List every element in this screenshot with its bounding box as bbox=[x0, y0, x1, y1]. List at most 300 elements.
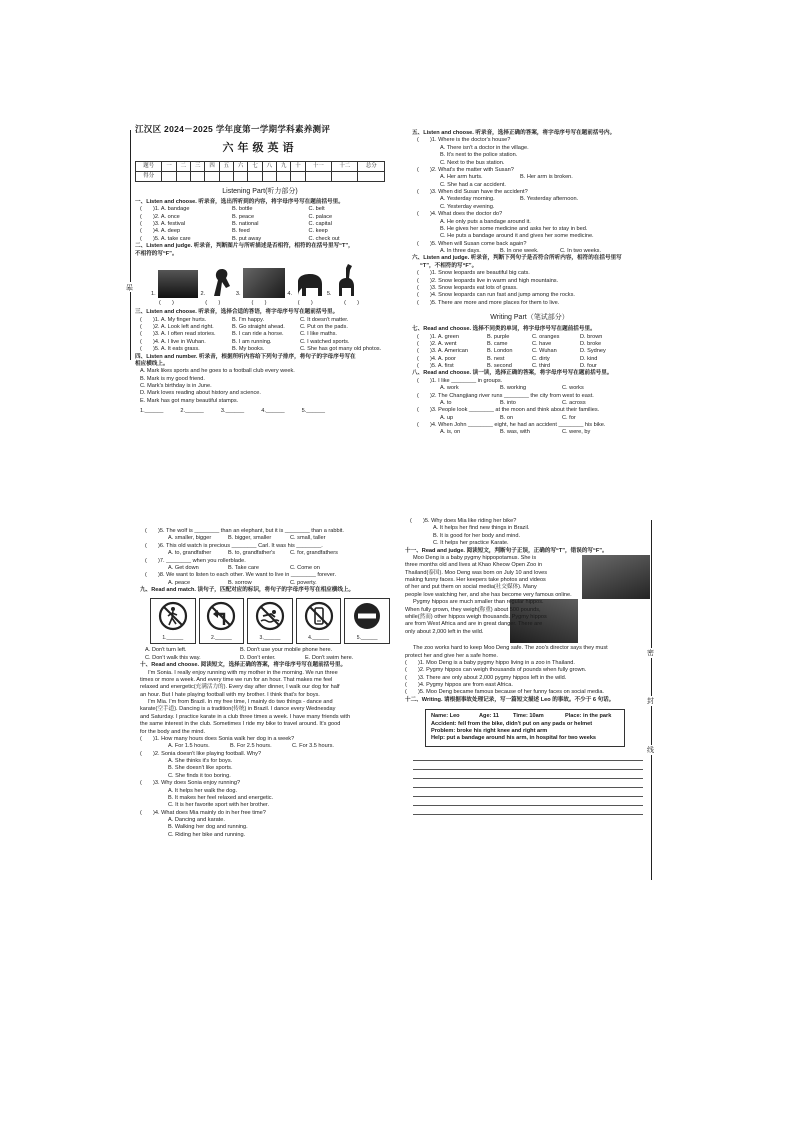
question-option-a: ( )5. A. It eats grass. bbox=[140, 346, 200, 353]
judge-statement[interactable]: ( )5. Moo Deng became famous because of her funny faces on social media. bbox=[405, 689, 604, 696]
question-row[interactable] bbox=[412, 334, 647, 341]
question-stem[interactable]: ( )3. People look ________ at the moon and think about their families. bbox=[417, 407, 600, 414]
section-3-title: 三、Listen and choose. 听录音，选择合适的答语，将字母序号写在题前括号里。 bbox=[135, 309, 339, 316]
answer-blank[interactable]: 4.______ bbox=[261, 408, 285, 415]
no-entry-sign-icon bbox=[352, 601, 382, 631]
score-input-cell[interactable] bbox=[262, 171, 276, 181]
option-a: A. Yesterday morning. bbox=[440, 196, 495, 203]
question-stem[interactable]: ( )2. What's the matter with Susan? bbox=[417, 166, 514, 173]
judge-statement[interactable]: ( )1. Snow leopards are beautiful big cats. bbox=[417, 270, 530, 277]
photo-number: 3. bbox=[235, 290, 241, 297]
option-b: B. My books. bbox=[232, 346, 265, 353]
score-input-cell[interactable] bbox=[291, 171, 305, 181]
left-margin-mi: 密 bbox=[126, 283, 133, 291]
score-cell: 八 bbox=[262, 161, 276, 171]
section-4-title-cont: 相应横线上。 bbox=[135, 360, 169, 367]
option-c: C. Yesterday evening. bbox=[440, 203, 495, 210]
listening-part-title: Listening Part(听力部分) bbox=[222, 187, 298, 195]
question-option-a: ( )4. A. I live in Wuhan. bbox=[140, 338, 206, 345]
score-cell-label: 题号 bbox=[136, 161, 162, 171]
option-row bbox=[140, 743, 390, 750]
option-b: B. into bbox=[500, 399, 516, 406]
answer-blank[interactable]: 3.______ bbox=[220, 408, 245, 415]
photo-number: 4. bbox=[287, 290, 293, 297]
question-option-a: ( )3. A. American bbox=[417, 348, 468, 355]
option-b: B. sorrow bbox=[228, 579, 252, 586]
writing-line[interactable] bbox=[413, 788, 643, 797]
option-b: B. Go straight ahead. bbox=[232, 324, 285, 331]
question-row[interactable] bbox=[135, 346, 385, 353]
option-row bbox=[412, 415, 647, 422]
option-row bbox=[140, 647, 390, 654]
score-input-cell[interactable] bbox=[277, 171, 291, 181]
sentence-option: C. Mark's birthday is in June. bbox=[140, 383, 212, 390]
option-row bbox=[412, 174, 647, 181]
score-input-cell[interactable] bbox=[162, 171, 176, 181]
option-c: C. Put on the pads. bbox=[300, 324, 348, 331]
answer-blank[interactable]: 5.______ bbox=[301, 408, 325, 415]
sign-card bbox=[344, 598, 390, 644]
option-b: B. to, grandfather's bbox=[228, 550, 276, 557]
option-a: A. Dancing and karate. bbox=[168, 817, 225, 823]
sentence-option: B. Mark is my good friend. bbox=[140, 375, 205, 382]
photo-number: 1. bbox=[151, 290, 156, 297]
option-c: C. It is her favorite sport with her brother. bbox=[168, 802, 270, 809]
option-b: B. bottle bbox=[232, 206, 253, 213]
option-c: C. I like maths. bbox=[300, 331, 337, 338]
answer-blank[interactable]: 2.______ bbox=[180, 408, 204, 415]
judge-statement[interactable]: ( )1. Moo Deng is a baby pygmy hippo living in a zoo in Thailand. bbox=[405, 659, 575, 666]
option-b: B. It is good for her body and mind. bbox=[433, 532, 521, 539]
question-stem[interactable]: ( )2. Sonia doesn't like playing football. Why? bbox=[140, 750, 262, 757]
question-row[interactable] bbox=[412, 356, 647, 363]
sentence-option: E. Mark has got many beautiful stamps. bbox=[140, 397, 239, 404]
option-b: B. bigger, smaller bbox=[228, 535, 272, 542]
passage-line: an hour. But I hate playing football with my brother. I think that's for boys. bbox=[140, 691, 320, 698]
score-cell: 十二 bbox=[332, 161, 358, 171]
writing-line[interactable] bbox=[413, 770, 643, 779]
question-option-a: ( )4. A. deep bbox=[140, 228, 181, 235]
section-4-blanks bbox=[135, 408, 325, 415]
option-a: A. smaller, bigger bbox=[168, 535, 212, 542]
option-b: B. It makes her feel relaxed and energetic. bbox=[168, 794, 274, 801]
answer-paren[interactable]: ( ) bbox=[251, 299, 267, 306]
option-b: B. national bbox=[232, 221, 259, 228]
score-cell: 三 bbox=[191, 161, 205, 171]
section-2-title-cont: 不相符的写“F”。 bbox=[135, 250, 178, 257]
option-c: C. palace bbox=[308, 213, 333, 220]
question-row[interactable] bbox=[135, 206, 385, 213]
question-row[interactable] bbox=[135, 339, 385, 346]
section-4-title: 四、Listen and number. 听录音，根据所听内容给下列句子排序，将句子的字母序号写在 bbox=[135, 353, 356, 360]
answer-blank[interactable]: 4.______ bbox=[308, 634, 329, 641]
question-option-a: ( )1. A. bandage bbox=[140, 206, 190, 213]
sign-card bbox=[199, 598, 245, 644]
passage-line: Pygmy hippos are much smaller than regular hippos. bbox=[413, 599, 544, 606]
photo-giraffe-silhouette bbox=[334, 262, 356, 298]
judge-statement[interactable]: ( )2. Snow leopards live in warm and high mountains. bbox=[417, 277, 559, 284]
section-1-title: 一、Listen and choose. 听录音，选出所听到的内容，将字母序号写在题前括号里。 bbox=[135, 198, 344, 205]
answer-paren[interactable]: ( ) bbox=[159, 299, 174, 306]
passage-line: The zoo works hard to keep Moo Deng safe. The zoo's director says they must bbox=[413, 645, 608, 652]
score-input-cell[interactable] bbox=[358, 171, 385, 181]
option-row bbox=[412, 429, 647, 436]
score-table bbox=[135, 161, 385, 182]
passage-line: I'm Sonia. I really enjoy running with my mother in the morning. We run three bbox=[148, 669, 338, 676]
option-a: A. up bbox=[440, 414, 454, 421]
question-stem[interactable]: ( )4. What does Mia mainly do in her free time? bbox=[140, 809, 266, 816]
score-cell: 七 bbox=[248, 161, 262, 171]
grade-subject-title: 六年级英语 bbox=[222, 141, 298, 155]
section-2-photos bbox=[151, 262, 356, 298]
right-margin-feng: 封 bbox=[647, 697, 654, 705]
answer-blank[interactable]: 2.______ bbox=[210, 634, 232, 641]
question-option-a: ( )2. A. Look left and right. bbox=[140, 324, 214, 331]
passage-block bbox=[405, 599, 650, 636]
score-input-cell[interactable] bbox=[205, 171, 219, 181]
score-input-cell[interactable] bbox=[234, 171, 248, 181]
judge-statement[interactable]: ( )2. Pygmy hippos can weigh thousands of pounds when fully grown. bbox=[405, 667, 587, 674]
right-margin-xian: 线 bbox=[647, 746, 654, 754]
question-row[interactable] bbox=[135, 228, 385, 235]
option-b: B. She doesn't like sports. bbox=[168, 765, 233, 772]
option-c: C. have bbox=[532, 340, 552, 347]
option-c: C. works bbox=[562, 385, 584, 392]
passage-line: protect her and give her a safe home. bbox=[405, 652, 498, 659]
score-cell-total: 总分 bbox=[358, 161, 385, 171]
no-phone-sign-icon bbox=[304, 601, 334, 631]
answer-paren[interactable]: ( ) bbox=[297, 299, 313, 306]
score-cell: 九 bbox=[277, 161, 291, 171]
question-row[interactable] bbox=[412, 341, 647, 348]
option-row bbox=[140, 550, 390, 557]
option-b: B. purple bbox=[487, 333, 510, 340]
option-c: C. She has got many old photos. bbox=[300, 346, 382, 353]
option-c: C. Riding her bike and running. bbox=[168, 831, 246, 838]
score-table-header-row bbox=[136, 161, 385, 171]
option-b: B. I can ride a horse. bbox=[232, 331, 284, 338]
sentence-option: D. Mark loves reading about history and science. bbox=[140, 390, 261, 397]
section-7-title: 七、Read and choose. 选择不同类的单词，将字母序号写在题前括号里。 bbox=[412, 326, 596, 333]
option-a: A. She thinks it's for boys. bbox=[168, 758, 233, 764]
option-c: C. for bbox=[562, 414, 576, 421]
score-cell: 五 bbox=[219, 161, 233, 171]
question-stem[interactable]: ( )6. This old watch is precious ________ Carl. It was his ________. bbox=[145, 542, 323, 549]
option-b: B. Take care bbox=[228, 564, 259, 571]
passage-line: Thailand(泰国). Moo Deng was born on July 10 and loves bbox=[405, 569, 548, 576]
option-row bbox=[412, 400, 647, 407]
option-b: B. was, with bbox=[500, 429, 530, 436]
passage-line: Moo Deng is a baby pygmy hippopotamus. She is bbox=[413, 554, 537, 561]
option-c: C. keep bbox=[308, 228, 328, 235]
writing-line[interactable] bbox=[413, 761, 643, 770]
option-b: B. came bbox=[487, 340, 508, 347]
no-left-turn-sign-icon bbox=[206, 601, 236, 631]
option-b: B. working bbox=[500, 385, 527, 392]
score-cell: 十 bbox=[291, 161, 305, 171]
sign-option-c: C. Don't walk this way. bbox=[145, 654, 201, 661]
section-10-title: 十、Read and choose. 阅读短文，选择正确的答案，将字母序号写在题前括号里。 bbox=[140, 662, 347, 669]
option-b: B. nest bbox=[487, 355, 505, 362]
sentence-option: A. Mark likes sports and he goes to a football club every week. bbox=[140, 368, 295, 375]
hippo-photo-1 bbox=[582, 555, 650, 599]
option-c: C. He puts a bandage around it and gives her some medicine. bbox=[440, 233, 594, 240]
option-b: B. on bbox=[500, 414, 514, 421]
answer-blank[interactable]: 5.______ bbox=[356, 634, 378, 641]
score-input-cell[interactable] bbox=[332, 171, 358, 181]
sign-option-a: A. Don't turn left. bbox=[145, 647, 187, 654]
question-stem[interactable]: ( )1. Where is the doctor's house? bbox=[417, 137, 511, 144]
record-time: Time: 10am bbox=[513, 713, 544, 720]
judge-statement[interactable]: ( )5. There are more and more places for them to live. bbox=[417, 299, 560, 306]
option-c: C. I watched sports. bbox=[300, 338, 350, 345]
passage-line: When fully grown, they weigh(称重) about 500 pounds, bbox=[405, 606, 541, 613]
sign-row bbox=[150, 598, 390, 644]
option-b: B. London bbox=[487, 348, 513, 355]
score-input-cell[interactable] bbox=[191, 171, 205, 181]
photo-bird-silhouette bbox=[208, 266, 234, 298]
question-option-a: ( )4. A. poor bbox=[417, 355, 456, 362]
option-d: D. kind bbox=[580, 355, 598, 362]
section-12-title: 十二、Writing. 请根据事故处理记录，写一篇短文描述 Leo 的事故。不少于 6 句话。 bbox=[405, 696, 615, 703]
option-c: C. In two weeks. bbox=[560, 248, 602, 254]
option-a: A. to bbox=[440, 399, 452, 406]
answer-paren[interactable]: ( ) bbox=[205, 299, 221, 306]
option-a: A. For 1.5 hours. bbox=[168, 743, 210, 750]
page-quadrant-top-right bbox=[412, 130, 647, 490]
writing-part-title: Writing Part（笔试部分） bbox=[490, 314, 569, 321]
question-option-a: ( )5. A. take care bbox=[140, 235, 191, 242]
option-row bbox=[140, 565, 390, 572]
sign-option-d: D. Don't enter. bbox=[240, 654, 276, 661]
option-row bbox=[412, 385, 647, 392]
left-binding-line bbox=[130, 130, 131, 360]
no-swimming-sign-icon bbox=[255, 601, 285, 631]
sign-card bbox=[296, 598, 342, 644]
option-c: C. capital bbox=[308, 221, 332, 228]
option-c: C. across bbox=[562, 399, 586, 406]
option-b: B. put away bbox=[232, 235, 262, 242]
option-c: C. poverty. bbox=[290, 579, 317, 586]
no-walking-sign-icon bbox=[158, 601, 188, 631]
question-option-a: ( )3. A. festival bbox=[140, 221, 186, 228]
option-d: D. four bbox=[580, 363, 597, 370]
score-cell: 六 bbox=[234, 161, 248, 171]
option-a: A. Her arm hurts. bbox=[440, 174, 483, 181]
record-help: Help: put a bandage around his arm, in hospital for two weeks bbox=[431, 735, 597, 742]
option-b: B. I am running. bbox=[232, 338, 272, 345]
section-11-title: 十一、Read and judge. 阅读短文，判断句子正误，正确的写“T”，错误的写“F”。 bbox=[405, 547, 608, 554]
answer-blank[interactable]: 3.______ bbox=[259, 634, 281, 641]
option-a: A. He only puts a bandage around it. bbox=[440, 218, 531, 225]
option-a: A. is, on bbox=[440, 429, 461, 436]
option-c: C. Next to the bus station. bbox=[440, 159, 505, 166]
page-quadrant-top-left bbox=[135, 120, 385, 495]
question-option-a: ( )2. A. once bbox=[140, 213, 180, 220]
photo-number: 2. bbox=[200, 290, 206, 297]
passage-line: for the body and the mind. bbox=[140, 728, 205, 735]
option-c: C. third bbox=[532, 363, 551, 370]
option-c: C. It helps her practice Karate. bbox=[433, 540, 509, 547]
option-c: C. were, by bbox=[562, 429, 591, 436]
option-c: C. for, grandfathers bbox=[290, 550, 338, 557]
score-input-cell[interactable] bbox=[305, 171, 331, 181]
option-c: C. She finds it too boring. bbox=[168, 772, 231, 779]
option-row bbox=[140, 580, 390, 587]
question-row[interactable] bbox=[135, 331, 385, 338]
passage-line: making funny faces. Her keepers take photos and videos bbox=[405, 577, 546, 583]
photo-wildlife bbox=[243, 268, 285, 298]
score-row-label: 得分 bbox=[136, 171, 162, 181]
option-d: D. Sydney bbox=[580, 348, 606, 355]
option-row bbox=[140, 535, 390, 542]
sign-option-b: B. Don't use your mobile phone here. bbox=[240, 647, 333, 654]
question-stem[interactable]: ( )3. When did Susan have the accident? bbox=[417, 189, 528, 195]
question-option-a: ( )2. A. went bbox=[417, 340, 457, 347]
writing-line[interactable] bbox=[413, 806, 643, 815]
section-8-title: 八、Read and choose. 读一读，选择正确的答案，将字母序号写在题前括号里。 bbox=[412, 370, 613, 377]
question-row[interactable] bbox=[135, 324, 385, 331]
sign-option-e: E. Don't swim here. bbox=[305, 654, 354, 661]
option-b: B. It's next to the police station. bbox=[440, 152, 518, 159]
section-9-title: 九、Read and match. 读句子，匹配对应的标识，将句子的字母序号写在相应横线上。 bbox=[140, 587, 355, 593]
option-d: D. brown bbox=[580, 333, 603, 340]
photo-number: 5. bbox=[326, 290, 332, 297]
question-option-a: ( )3. A. I often read stories. bbox=[140, 331, 216, 338]
record-name: Name: Leo bbox=[431, 713, 460, 720]
passage-line: only about 2,000 left in the wild. bbox=[405, 628, 484, 635]
option-a: A. work bbox=[440, 385, 459, 392]
accident-record-box bbox=[425, 709, 625, 747]
score-cell: 一 bbox=[162, 161, 176, 171]
option-a: A. There isn't a doctor in the village. bbox=[440, 144, 529, 151]
option-b: B. Her arm is broken. bbox=[520, 174, 573, 181]
score-input-cell[interactable] bbox=[176, 171, 190, 181]
passage-line: relaxed and energetic(充满活力的). Every day after dinner, I walk our dog for half bbox=[140, 684, 340, 691]
question-option-a: ( )5. A. first bbox=[417, 363, 454, 370]
writing-line[interactable] bbox=[413, 779, 643, 788]
score-input-cell[interactable] bbox=[248, 171, 262, 181]
passage-line: while(然而) other hippos weigh thousands. Pygmy hippos bbox=[405, 613, 547, 620]
record-place: Place: in the park bbox=[565, 713, 612, 720]
option-c: C. dirty bbox=[532, 355, 550, 362]
right-margin-mi: 密 bbox=[647, 649, 654, 657]
passage-line: the same interest in the club. Sometimes I ride my bike to travel around. It's good bbox=[140, 721, 341, 728]
option-a: A. Get down bbox=[168, 564, 199, 571]
photo-elephant-silhouette bbox=[294, 272, 324, 298]
answer-paren[interactable]: ( ) bbox=[344, 299, 359, 306]
passage-line: three months old and lives at Khao Kheow Open Zoo in bbox=[405, 562, 543, 569]
section-6-title: 六、Listen and judge. 听录音，判断下列句子是否符合所听内容，相符的在括号里写 bbox=[412, 255, 622, 262]
sign-card bbox=[247, 598, 293, 644]
option-b: B. peace bbox=[232, 213, 255, 220]
judge-statement[interactable]: ( )3. Snow leopards eat lots of grass. bbox=[417, 284, 518, 291]
page-quadrant-bottom-left bbox=[140, 528, 390, 893]
question-stem[interactable]: ( )2. The Changjiang river runs ________ the city from west to east. bbox=[417, 392, 594, 399]
judge-statement[interactable]: ( )4. Snow leopards can run fast and jump among the rocks. bbox=[417, 292, 575, 299]
answer-blank[interactable]: 1.______ bbox=[162, 634, 184, 641]
option-c: C. Come on bbox=[290, 564, 320, 571]
option-b: B. second bbox=[487, 363, 512, 370]
question-stem[interactable]: ( )5. Why does Mia like riding her bike? bbox=[410, 518, 517, 524]
option-b: B. For 2.5 hours. bbox=[230, 743, 272, 750]
passage-line: of her and put them on social media(社交媒体). Many bbox=[405, 584, 537, 591]
option-c: C. belt bbox=[308, 206, 325, 213]
option-c: C. Wuhan bbox=[532, 348, 557, 355]
option-a: A. peace bbox=[168, 579, 191, 586]
passage-line: are from West Africa and are in great danger. There are bbox=[405, 621, 543, 628]
question-stem[interactable]: ( )7. ________ when you rollerblade. bbox=[145, 557, 246, 564]
question-stem[interactable]: ( )4. When John ________ eight, he had an accident ________ his bike. bbox=[417, 422, 606, 429]
passage-line: karate(空手道). Dancing is a tradition(传统) in Brazil. I dance every Wednesday bbox=[140, 706, 336, 713]
exam-title: 江汉区 2024－2025 学年度第一学期学科素养测评 bbox=[135, 124, 331, 134]
question-stem[interactable]: ( )5. The wolf is ________ than an elephant, but it is ________ than a rabbit. bbox=[145, 528, 344, 534]
question-row[interactable] bbox=[135, 221, 385, 228]
question-stem[interactable]: ( )8. We want to listen to each other. We want to live in ________ forever. bbox=[145, 572, 337, 579]
option-row bbox=[412, 196, 647, 203]
passage-line: times or more a week. And every time we run for an hour. That makes me feel bbox=[140, 676, 333, 683]
writing-line[interactable] bbox=[413, 797, 643, 806]
option-d: D. broke bbox=[580, 340, 602, 347]
question-option-a: ( )1. A. green bbox=[417, 333, 459, 340]
question-row[interactable] bbox=[135, 317, 385, 324]
option-b: B. He gives her some medicine and asks her to stay in bed. bbox=[440, 225, 588, 232]
section-2-title: 二、Listen and judge. 听录音，判断图片与所听描述是否相符，相符的在括号里写“T”， bbox=[135, 243, 354, 250]
option-b: B. I'm happy. bbox=[232, 316, 265, 323]
judge-statement[interactable]: ( )4. Pygmy hippos are from east Africa. bbox=[405, 682, 513, 688]
question-stem[interactable]: ( )1. I like ________ in groups. bbox=[417, 377, 503, 384]
writing-line[interactable] bbox=[413, 752, 643, 761]
score-cell: 十一 bbox=[305, 161, 331, 171]
option-b: B. In one week. bbox=[500, 248, 539, 254]
option-c: C. She had a car accident. bbox=[440, 181, 506, 188]
question-stem[interactable]: ( )3. Why does Sonia enjoy running? bbox=[140, 780, 241, 787]
option-a: A. In three days. bbox=[440, 248, 481, 254]
passage-line: and Saturday. I practice karate in a club three times a week. I have many friends with bbox=[140, 713, 351, 720]
option-a: A. to, grandfather bbox=[168, 550, 212, 557]
question-stem[interactable]: ( )1. How many hours does Sonia walk her dog in a week? bbox=[140, 735, 295, 742]
option-a: A. It helps her walk the dog. bbox=[168, 787, 238, 794]
question-option-a: ( )1. A. My finger hurts. bbox=[140, 316, 207, 323]
answer-blank[interactable]: 1.______ bbox=[140, 408, 164, 415]
passage-block bbox=[405, 555, 650, 599]
option-b: B. feed bbox=[232, 228, 250, 235]
record-accident: Accident: fell from the bike, didn't put on any pads or helmet bbox=[431, 720, 593, 727]
score-input-cell[interactable] bbox=[219, 171, 233, 181]
photo-landscape bbox=[158, 270, 198, 298]
option-c: C. It doesn't matter. bbox=[300, 316, 349, 323]
option-c: C. oranges bbox=[532, 333, 560, 340]
score-table-score-row bbox=[136, 171, 385, 181]
option-b: B. Yesterday afternoon. bbox=[520, 196, 579, 203]
page-quadrant-bottom-right bbox=[405, 518, 650, 878]
question-stem[interactable]: ( )4. What does the doctor do? bbox=[417, 211, 503, 218]
question-row[interactable] bbox=[412, 348, 647, 355]
question-stem[interactable]: ( )5. When will Susan come back again? bbox=[417, 240, 527, 247]
record-problem: Problem: broke his right knee and right arm bbox=[431, 727, 548, 734]
sign-card bbox=[150, 598, 196, 644]
passage-line: I'm Mia. I'm from Brazil. In my free time, I mainly do two things - dance and bbox=[148, 699, 333, 705]
section-5-title: 五、Listen and choose. 听录音，选择正确的答案，将字母序号写在题前括号内。 bbox=[412, 130, 616, 136]
option-c: C. For 3.5 hours. bbox=[292, 743, 334, 750]
record-age: Age: 11 bbox=[479, 713, 499, 720]
passage-line: people love watching her, and she has become very famous online. bbox=[405, 591, 572, 598]
judge-statement[interactable]: ( )3. There are only about 2,000 pygmy hippos left in the wild. bbox=[405, 674, 567, 681]
question-row[interactable] bbox=[135, 214, 385, 221]
option-b: B. Walking her dog and running. bbox=[168, 824, 248, 831]
score-cell: 四 bbox=[205, 161, 219, 171]
record-row bbox=[431, 713, 619, 720]
